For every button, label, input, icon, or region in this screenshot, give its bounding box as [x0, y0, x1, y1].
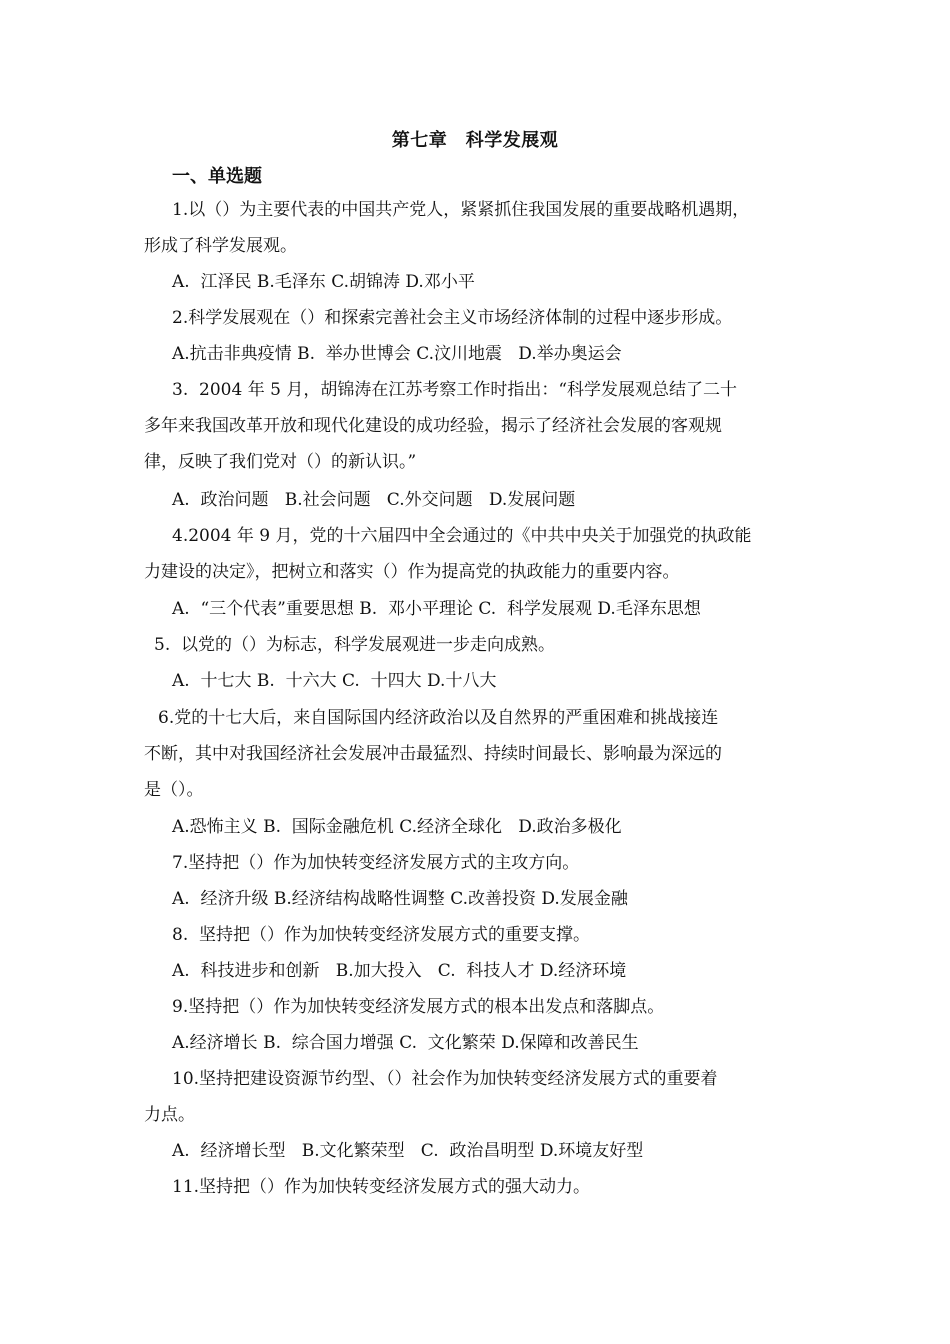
- question-2-line-1: 2.科学发展观在（）和探索完善社会主义市场经济体制的过程中逐步形成。: [172, 308, 733, 328]
- question-1-options: A. 江泽民 B.毛泽东 C.胡锦涛 D.邓小平: [172, 272, 475, 292]
- question-10-options: A. 经济增长型 B.文化繁荣型 C. 政治昌明型 D.环境友好型: [172, 1141, 644, 1161]
- question-3-line-2: 多年来我国改革开放和现代化建设的成功经验，揭示了经济社会发展的客观规: [144, 416, 722, 436]
- question-3-line-3: 律，反映了我们党对（）的新认识。”: [144, 452, 417, 472]
- question-1-line-1: 1.以（）为主要代表的中国共产党人，紧紧抓住我国发展的重要战略机遇期，: [172, 200, 750, 220]
- question-8-line-1: 8. 坚持把（）作为加快转变经济发展方式的重要支撑。: [172, 925, 591, 945]
- question-6-options: A.恐怖主义 B. 国际金融危机 C.经济全球化 D.政治多极化: [172, 817, 622, 837]
- question-8-options: A. 科技进步和创新 B.加大投入 C. 科技人才 D.经济环境: [172, 961, 627, 981]
- question-6-line-1: 6.党的十七大后，来自国际国内经济政治以及自然界的严重困难和挑战接连: [158, 708, 719, 728]
- question-4-line-2: 力建设的决定》，把树立和落实（）作为提高党的执政能力的重要内容。: [144, 562, 680, 582]
- question-5-line-1: 5. 以党的（）为标志，科学发展观进一步走向成熟。: [154, 635, 556, 655]
- question-7-line-1: 7.坚持把（）作为加快转变经济发展方式的主攻方向。: [172, 853, 580, 873]
- question-2-options: A.抗击非典疫情 B. 举办世博会 C.汶川地震 D.举办奥运会: [172, 344, 622, 364]
- question-9-line-1: 9.坚持把（）作为加快转变经济发展方式的根本出发点和落脚点。: [172, 997, 665, 1017]
- question-7-options: A. 经济升级 B.经济结构战略性调整 C.改善投资 D.发展金融: [172, 889, 628, 909]
- question-10-line-2: 力点。: [144, 1105, 195, 1125]
- section-heading: 一、单选题: [172, 166, 262, 187]
- question-6-line-2: 不断，其中对我国经济社会发展冲击最猛烈、持续时间最长、影响最为深远的: [144, 744, 722, 764]
- question-1-line-2: 形成了科学发展观。: [144, 236, 297, 256]
- chapter-title: 第七章 科学发展观: [391, 130, 559, 151]
- question-6-line-3: 是（）。: [144, 780, 204, 800]
- question-5-options: A. 十七大 B. 十六大 C. 十四大 D.十八大: [172, 671, 497, 691]
- question-3-line-1: 3. 2004 年 5 月，胡锦涛在江苏考察工作时指出：“科学发展观总结了二十: [172, 380, 738, 400]
- question-3-options: A. 政治问题 B.社会问题 C.外交问题 D.发展问题: [172, 490, 576, 510]
- question-4-line-1: 4.2004 年 9 月，党的十六届四中全会通过的《中共中央关于加强党的执政能: [172, 526, 752, 546]
- question-10-line-1: 10.坚持把建设资源节约型、（）社会作为加快转变经济发展方式的重要着: [172, 1069, 718, 1089]
- question-11-line-1: 11.坚持把（）作为加快转变经济发展方式的强大动力。: [172, 1177, 591, 1197]
- question-9-options: A.经济增长 B. 综合国力增强 C. 文化繁荣 D.保障和改善民生: [172, 1033, 639, 1053]
- question-4-options: A. “三个代表”重要思想 B. 邓小平理论 C. 科学发展观 D.毛泽东思想: [172, 599, 701, 619]
